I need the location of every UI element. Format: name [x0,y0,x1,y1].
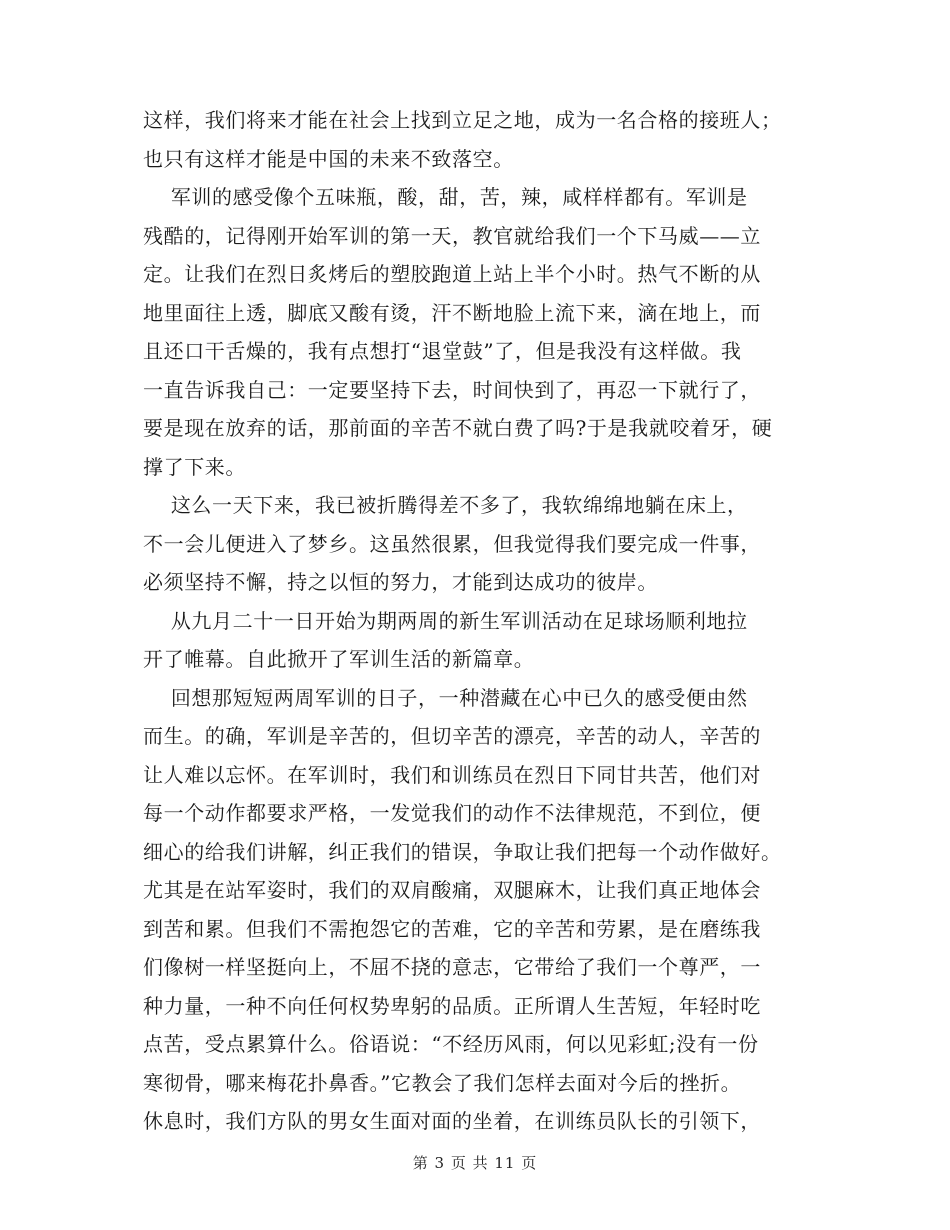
text-line: 让人难以忘怀。在军训时，我们和训练员在烈日下同甘共苦，他们对 [143,762,761,787]
text-line: 一直告诉我自己：一定要坚持下去，时间快到了，再忍一下就行了， [143,377,761,402]
text-line: 点苦，受点累算什么。俗语说：“不经历风雨，何以见彩虹;没有一份 [143,1032,759,1056]
text-line: 回想那短短两周军训的日子，一种潜藏在心中已久的感受便由然 [143,685,748,710]
page-number-footer: 第 3 页 共 11 页 [412,1154,538,1172]
text-line: 残酷的，记得刚开始军训的第一天，教官就给我们一个下马威——立 [143,223,761,248]
text-line: 也只有这样才能是中国的未来不致落空。 [143,146,514,171]
text-line: 撑了下来。 [143,454,246,479]
text-line: 军训的感受像个五味瓶，酸，甜，苦，辣，咸样样都有。军训是 [143,185,748,209]
text-line: 种力量，一种不向任何权势卑躬的品质。正所谓人生苦短，年轻时吃 [143,993,761,1018]
text-line: 每一个动作都要求严格，一发觉我们的动作不法律规范，不到位，便 [143,801,761,825]
text-line: 细心的给我们讲解，纠正我们的错误，争取让我们把每一个动作做好。 [143,839,782,864]
document-body [143,101,823,1141]
text-line: 们像树一样坚挺向上，不屈不挠的意志，它带给了我们一个尊严，一 [143,955,761,979]
text-line: 且还口干舌燥的，我有点想打“退堂鼓”了，但是我没有这样做。我 [143,339,742,363]
text-line: 从九月二十一日开始为期两周的新生军训活动在足球场顺利地拉 [143,608,748,633]
text-line: 寒彻骨，哪来梅花扑鼻香。”它教会了我们怎样去面对今后的挫折。 [143,1070,742,1095]
text-line: 不一会儿便进入了梦乡。这虽然很累，但我觉得我们要完成一件事， [143,531,761,556]
text-line: 地里面往上透，脚底又酸有烫，汗不断地脸上流下来，滴在地上，而 [143,300,761,325]
text-line: 尤其是在站军姿时，我们的双肩酸痛，双腿麻木，让我们真正地体会 [143,878,761,902]
text-line: 这么一天下来，我已被折腾得差不多了，我软绵绵地躺在床上， [143,493,748,517]
text-line: 必须坚持不懈，持之以恒的努力，才能到达成功的彼岸。 [143,570,658,594]
text-line: 到苦和累。但我们不需抱怨它的苦难，它的辛苦和劳累，是在磨练我 [143,916,761,941]
text-line: 要是现在放弃的话，那前面的辛苦不就白费了吗?于是我就咬着牙，硬 [143,416,773,440]
text-line: 而生。的确，军训是辛苦的，但切辛苦的漂亮，辛苦的动人，辛苦的 [143,724,761,748]
text-line: 定。让我们在烈日炙烤后的塑胶跑道上站上半个小时。热气不断的从 [143,262,761,286]
text-line: 这样，我们将来才能在社会上找到立足之地，成为一名合格的接班人； [143,108,782,132]
text-line: 开了帷幕。自此掀开了军训生活的新篇章。 [143,647,535,671]
text-line: 休息时，我们方队的男女生面对面的坐着，在训练员队长的引领下， [143,1109,761,1133]
